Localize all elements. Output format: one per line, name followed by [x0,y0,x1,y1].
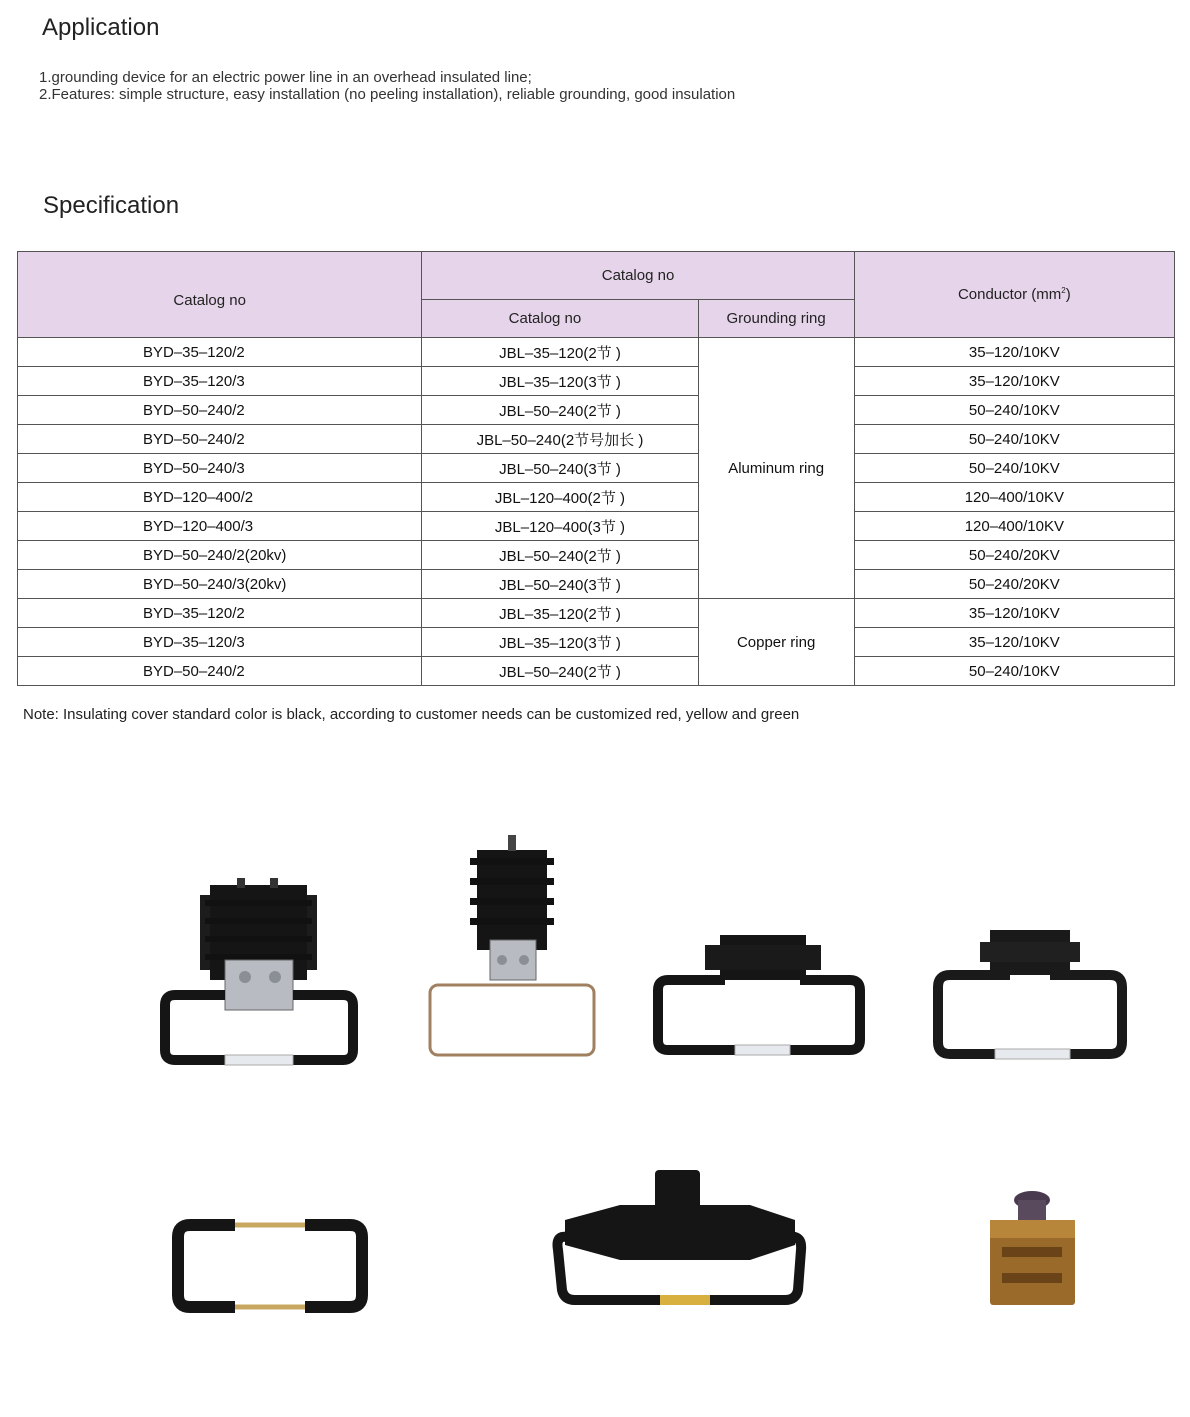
cell-conductor: 35–120/10KV [854,338,1174,367]
cell-jbl: JBL–35–120(2节 ) [422,599,698,628]
table-row [18,570,1175,599]
product-photo-3 [650,925,870,1065]
cell-jbl: JBL–50–240(3节 ) [422,570,698,599]
table-row [18,628,1175,657]
cell-conductor: 50–240/20KV [854,541,1174,570]
table-row [18,396,1175,425]
cell-catalog: BYD–50–240/2 [18,425,422,454]
header-grounding-ring: Grounding ring [698,300,854,338]
product-photo-6 [550,1165,812,1310]
cell-jbl: JBL–120–400(2节 ) [422,483,698,512]
table-row [18,512,1175,541]
cell-conductor: 35–120/10KV [854,628,1174,657]
table-row [18,657,1175,686]
cell-jbl: JBL–120–400(3节 ) [422,512,698,541]
specification-table [17,251,1175,686]
header-catalog-no: Catalog no [18,252,422,338]
specification-title: Specification [43,192,180,219]
cell-conductor: 50–240/10KV [854,454,1174,483]
cell-jbl: JBL–35–120(3节 ) [422,367,698,396]
application-line-1: 1.grounding device for an electric power line in an overhead insulated line; [39,69,532,86]
cell-catalog: BYD–35–120/2 [18,338,422,367]
cell-jbl: JBL–50–240(2节 ) [422,541,698,570]
application-line-2: 2.Features: simple structure, easy installation (no peeling installation), reliable grounding, good insulation [39,86,736,103]
cell-conductor: 50–240/10KV [854,425,1174,454]
cell-jbl: JBL–35–120(2节 ) [422,338,698,367]
note-text: Note: Insulating cover standard color is black, according to customer needs can be customized red, yellow and green [23,706,800,723]
cell-jbl: JBL–50–240(2节 ) [422,396,698,425]
product-photo-7 [980,1185,1085,1315]
table-row [18,541,1175,570]
table-row [18,425,1175,454]
product-photo-2 [422,830,602,1060]
cell-catalog: BYD–120–400/2 [18,483,422,512]
table-row [18,367,1175,396]
table-row [18,483,1175,512]
cell-catalog: BYD–50–240/2(20kv) [18,541,422,570]
cell-catalog: BYD–35–120/3 [18,628,422,657]
cell-jbl: JBL–50–240(3节 ) [422,454,698,483]
application-list [39,69,735,103]
cell-catalog: BYD–50–240/3 [18,454,422,483]
cell-catalog: BYD–50–240/3(20kv) [18,570,422,599]
cell-conductor: 35–120/10KV [854,599,1174,628]
cell-conductor: 50–240/10KV [854,396,1174,425]
product-photo-5 [170,1215,370,1315]
cell-catalog: BYD–120–400/3 [18,512,422,541]
cell-jbl: JBL–50–240(2节号加长 ) [422,425,698,454]
cell-ring-copper: Copper ring [698,599,854,686]
cell-conductor: 120–400/10KV [854,483,1174,512]
table-row [18,454,1175,483]
table-row [18,599,1175,628]
table-row [18,338,1175,367]
cell-conductor: 50–240/10KV [854,657,1174,686]
product-photo-4 [930,922,1130,1067]
cell-catalog: BYD–35–120/2 [18,599,422,628]
cell-jbl: JBL–50–240(2节 ) [422,657,698,686]
cell-conductor: 120–400/10KV [854,512,1174,541]
cell-jbl: JBL–35–120(3节 ) [422,628,698,657]
cell-catalog: BYD–50–240/2 [18,657,422,686]
header-conductor: Conductor $(mm^2)$ [854,252,1174,338]
cell-conductor: 50–240/20KV [854,570,1174,599]
header-catalog-group: Catalog no [422,252,854,300]
cell-catalog: BYD–50–240/2 [18,396,422,425]
cell-ring-aluminum: Aluminum ring [698,338,854,599]
application-title: Application [42,14,160,41]
product-photo-1 [155,870,365,1075]
cell-catalog: BYD–35–120/3 [18,367,422,396]
cell-conductor: 35–120/10KV [854,367,1174,396]
header-sub-catalog-no: Catalog no [422,300,698,338]
